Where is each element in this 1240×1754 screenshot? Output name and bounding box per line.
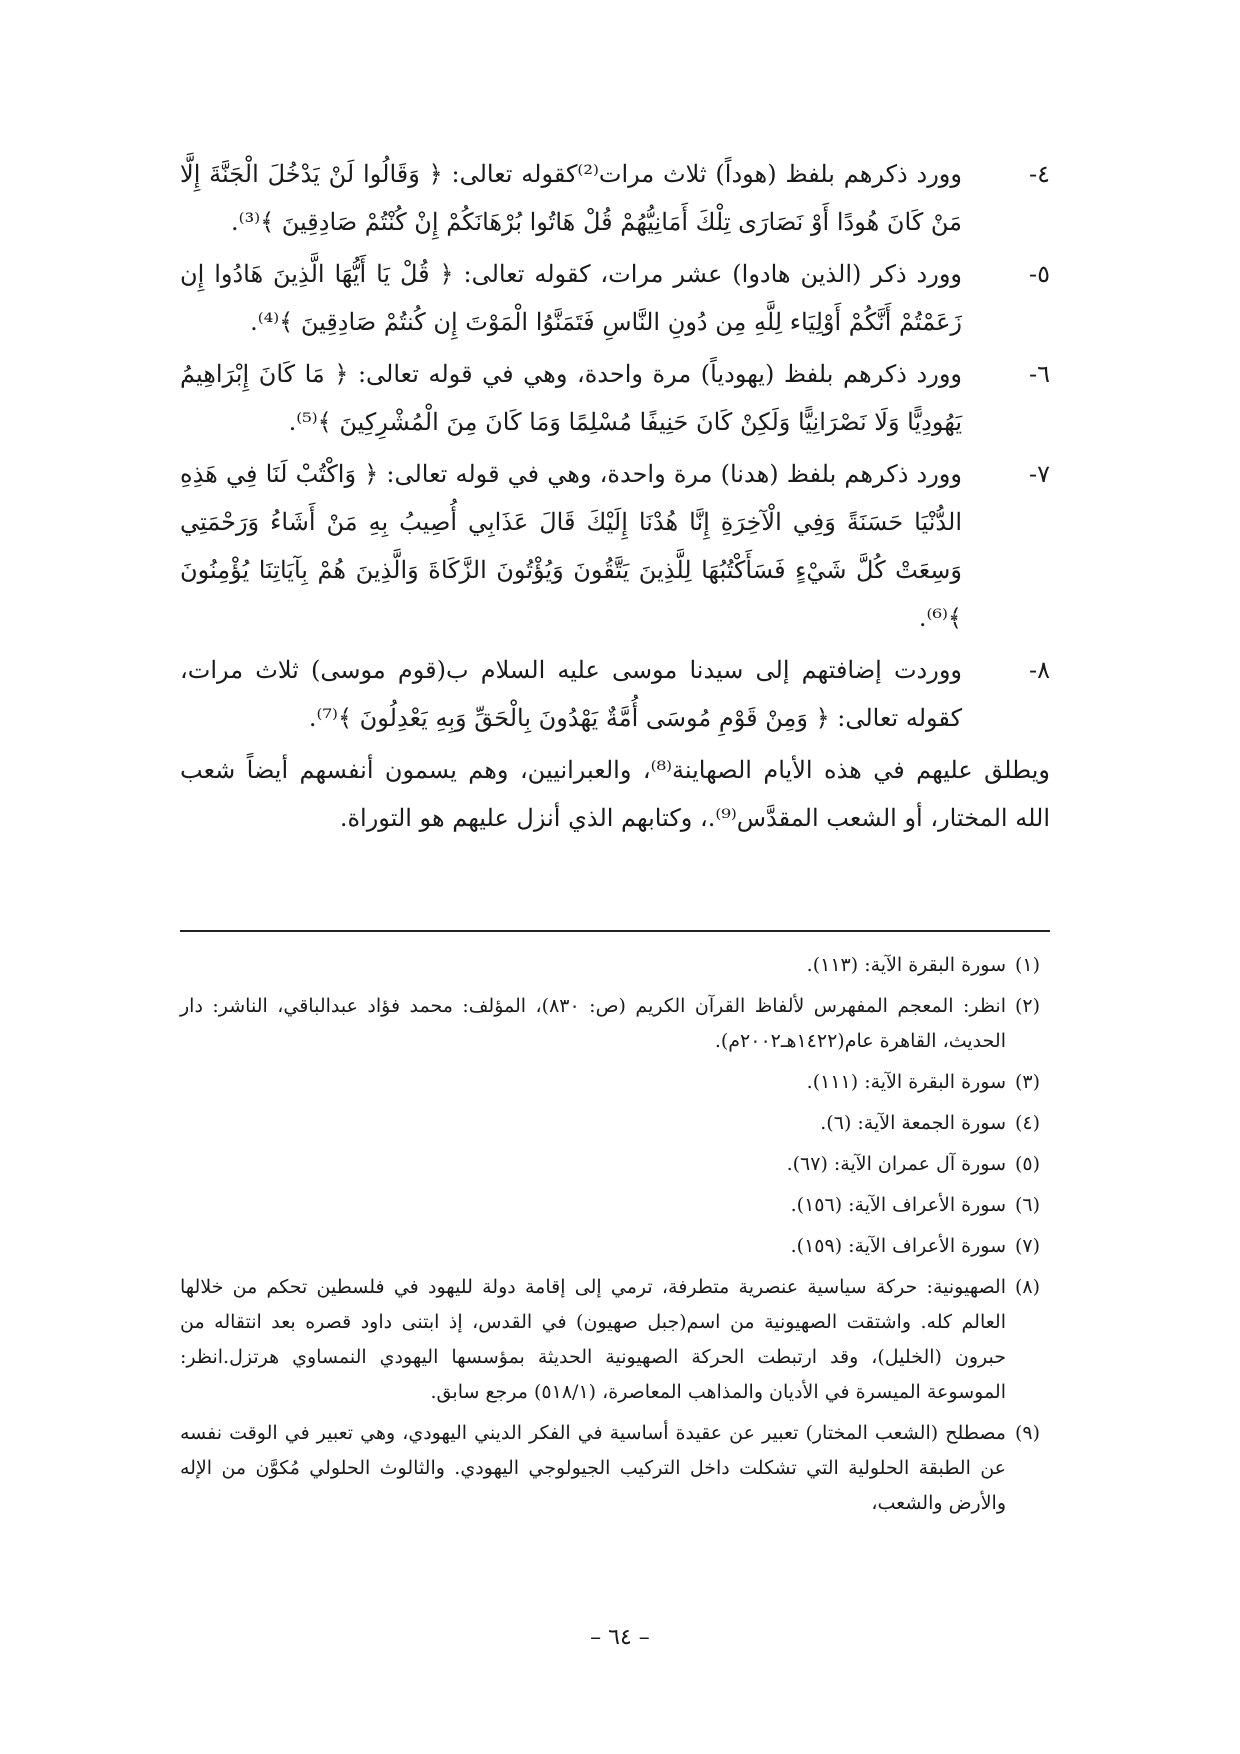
footnote-number: (٥) bbox=[1014, 1153, 1040, 1175]
item-number: ٧- bbox=[1029, 460, 1050, 488]
footnote-number: (٧) bbox=[1014, 1235, 1040, 1257]
item-number: ٦- bbox=[1029, 360, 1050, 388]
footnote-text: سورة آل عمران الآية: (٦٧). bbox=[786, 1153, 1006, 1175]
item-text: وورد ذكرهم بلفظ (يهودياً) مرة واحدة، وهي في قوله تعالى: ﴿ مَا كَانَ إِبْرَاهِيمُ يَهُودِيًّا وَلَا نَصْرَانِيًّا وَلَكِنْ كَانَ حَنِيفًا مُسْلِمًا وَمَا كَانَ مِنَ الْمُشْرِكِينَ ﴾⁽⁵⁾. bbox=[180, 360, 962, 436]
list-item bbox=[180, 450, 1050, 642]
footnote-text: سورة الجمعة الآية: (٦). bbox=[820, 1112, 1006, 1134]
footnote bbox=[180, 1147, 1040, 1182]
list-item bbox=[180, 250, 1050, 346]
footnote bbox=[180, 989, 1040, 1059]
footnote-text: الصهيونية: حركة سياسية عنصرية متطرفة، ترمي إلى إقامة دولة لليهود في فلسطين تحكم من خلالها العالم كله. واشتقت الصهيونية من اسم(جبل صهيون) في القدس، إذ ابتنى داود قصره بعد انتقاله من حبرون (الخليل)، وقد ارتبطت الحركة الصهيونية الحديثة بمؤسسها اليهودي النمساوي هرتزل.انظر: الموسوعة الميسرة في الأديان والمذاهب المعاصرة، (٥١٨/١) مرجع سابق. bbox=[180, 1276, 1006, 1403]
item-number: ٨- bbox=[1029, 656, 1050, 684]
footnote-number: (٢) bbox=[1014, 995, 1040, 1017]
footnote-text: سورة الأعراف الآية: (١٥٦). bbox=[790, 1194, 1006, 1216]
list-item bbox=[180, 350, 1050, 446]
footnote bbox=[180, 948, 1040, 983]
main-text bbox=[180, 150, 1050, 842]
item-text: وورد ذكر (الذين هادوا) عشر مرات، كقوله تعالى: ﴿ قُلْ يَا أَيُّهَا الَّذِينَ هَادُوا إِن زَعَمْتُمْ أَنَّكُمْ أَوْلِيَاء لِلَّهِ مِن دُونِ النَّاسِ فَتَمَنَّوُا الْمَوْتَ إِن كُنتُمْ صَادِقِينَ ﴾⁽⁴⁾. bbox=[180, 260, 962, 336]
footnote bbox=[180, 1270, 1040, 1410]
footnote-number: (١) bbox=[1014, 954, 1040, 976]
footnote bbox=[180, 1229, 1040, 1264]
footnote-number: (٨) bbox=[1014, 1276, 1040, 1298]
footnote-text: سورة البقرة الآية: (١١١). bbox=[806, 1071, 1006, 1093]
footnote-divider bbox=[180, 930, 1050, 932]
footnote bbox=[180, 1416, 1040, 1521]
footnote-number: (٤) bbox=[1014, 1112, 1040, 1134]
item-text: وورد ذكرهم بلفظ (هدنا) مرة واحدة، وهي في قوله تعالى: ﴿ وَاكْتُبْ لَنَا فِي هَذِهِ الدُّنْيَا حَسَنَةً وَفِي الْآخِرَةِ إِنَّا هُدْنَا إِلَيْكَ قَالَ عَذَابِي أُصِيبُ بِهِ مَنْ أَشَاءُ وَرَحْمَتِي وَسِعَتْ كُلَّ شَيْءٍ فَسَأَكْتُبُهَا لِلَّذِينَ يَتَّقُونَ وَيُؤْتُونَ الزَّكَاةَ وَالَّذِينَ هُمْ بِآيَاتِنَا يُؤْمِنُونَ ﴾⁽⁶⁾. bbox=[180, 460, 962, 632]
footnote-number: (٩) bbox=[1014, 1422, 1040, 1444]
footnote-text: سورة البقرة الآية: (١١٣). bbox=[806, 954, 1006, 976]
item-text: ووردت إضافتهم إلى سيدنا موسى عليه السلام ب(قوم موسى) ثلاث مرات، كقوله تعالى: ﴿ وَمِنْ قَوْمِ مُوسَى أُمَّةٌ يَهْدُونَ بِالْحَقِّ وَبِهِ يَعْدِلُونَ ﴾⁽⁷⁾. bbox=[180, 656, 962, 732]
list-item bbox=[180, 646, 1050, 742]
footnote-text: مصطلح (الشعب المختار) تعبير عن عقيدة أساسية في الفكر الديني اليهودي، وهي تعبير في الوقت نفسه عن الطبقة الحلولية التي تشكلت داخل التركيب الجيولوجي اليهودي. والثالوث الحلولي مُكوَّن من الإله والأرض والشعب، bbox=[180, 1422, 1006, 1514]
item-number: ٥- bbox=[1029, 260, 1050, 288]
body-paragraph: ويطلق عليهم في هذه الأيام الصهاينة⁽⁸⁾، والعبرانيين، وهم يسمون أنفسهم أيضاً شعب الله المختار، أو الشعب المقدَّس⁽⁹⁾.، وكتابهم الذي أنزل عليهم هو التوراة. bbox=[180, 756, 1051, 832]
footnote bbox=[180, 1188, 1040, 1223]
footnote bbox=[180, 1065, 1040, 1100]
page-number: – ٦٤ – bbox=[590, 1625, 650, 1650]
item-text: وورد ذكرهم بلفظ (هوداً) ثلاث مرات⁽²⁾كقوله تعالى: ﴿ وَقَالُوا لَنْ يَدْخُلَ الْجَنَّةَ إِلَّا مَنْ كَانَ هُودًا أَوْ نَصَارَى تِلْكَ أَمَانِيُّهُمْ قُلْ هَاتُوا بُرْهَانَكُمْ إِنْ كُنْتُمْ صَادِقِينَ ﴾⁽³⁾. bbox=[180, 160, 962, 236]
list-item bbox=[180, 150, 1050, 246]
item-number: ٤- bbox=[1029, 160, 1050, 188]
footnote bbox=[180, 1106, 1040, 1141]
footnotes bbox=[180, 948, 1040, 1527]
footnote-number: (٦) bbox=[1014, 1194, 1040, 1216]
footnote-number: (٣) bbox=[1014, 1071, 1040, 1093]
footnote-text: انظر: المعجم المفهرس لألفاظ القرآن الكريم (ص: ٨٣٠)، المؤلف: محمد فؤاد عبدالباقي، الناشر: دار الحديث، القاهرة عام(١٤٢٢هـ٢٠٠٢م). bbox=[180, 995, 1006, 1052]
footnote-text: سورة الأعراف الآية: (١٥٩). bbox=[790, 1235, 1006, 1257]
